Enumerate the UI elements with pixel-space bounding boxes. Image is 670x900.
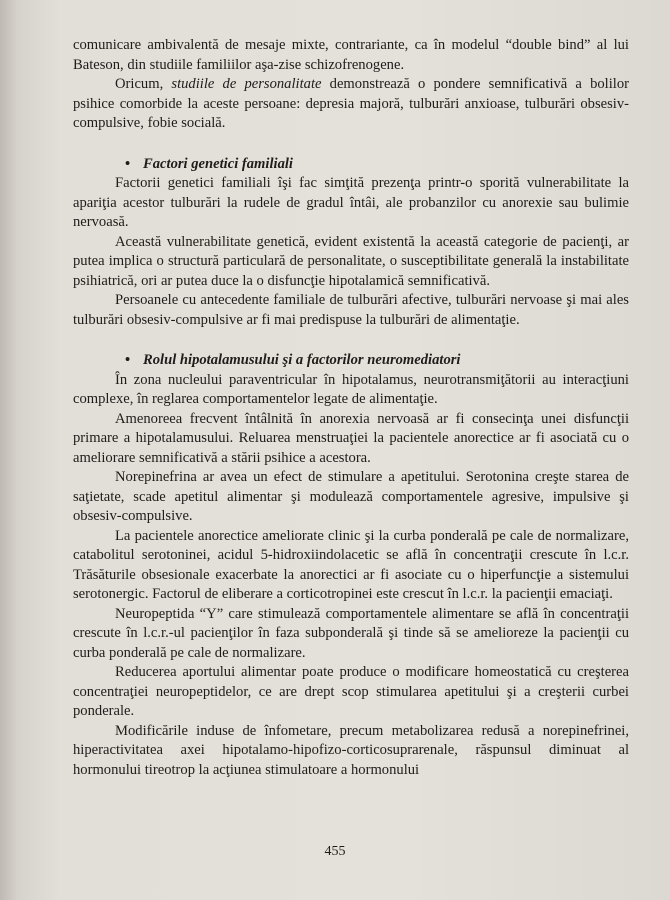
paragraph-hypothalamus-7: Modificările induse de înfometare, precum metabolizarea redusă a norepinefrinei, hiperactivitatea axei hipotalamo-hipofizo-corticosuprarenale, răspunsul diminuat al hormonului tireotrop la acţiunea stimulatoare a hormonului [73,722,629,778]
paragraph-hypothalamus-1: În zona nucleului paraventricular în hipotalamus, neurotransmiţătorii au interacţiuni complexe, în reglarea comportamentelor legate de alimentaţie. [73,371,629,407]
paragraph-personality [73,75,629,134]
paragraph-hypothalamus-3: Norepinefrina ar avea un efect de stimulare a apetitului. Serotonina creşte starea de saţietate, scade apetitul alimentar şi modulează comportamentele agresive, impulsive şi obsesiv-compulsive. [73,469,629,524]
paragraph-genetic-2: Această vulnerabilitate genetică, evident existentă la această categorie de pacienţi, ar putea implica o structură particulară de personalitate, o susceptibilitate generală la instabilitate psihiatrică, ori ar putea duce la o disfuncţie hipotalamică semnificativă. [73,233,629,289]
paragraph-intro: comunicare ambivalentă de mesaje mixte, contrariante, ca în modelul “double bind” al lui Bateson, din studiile familiilor aşa-zise schizofrenogene. [73,37,629,73]
paragraph-genetic-3: Persoanele cu antecedente familiale de tulburări afective, tulburări nervoase şi mai ales tulburări obsesiv-compulsive ar fi mai predispuse la tulburări de alimentaţie. [73,292,629,328]
page-number: 455 [324,844,346,859]
section-heading-genetic [73,155,629,175]
paragraph-hypothalamus-5: Neuropeptida “Y” care stimulează comportamentele alimentare se află în concentraţii crescute în l.c.r.-ul pacienţilor în faza subponderală şi tinde să se amelioreze la pacienţii cu curba ponderală pe cale de normalizare. [73,605,629,661]
paragraph-hypothalamus-6: Reducerea aportului alimentar poate produce o modificare homeostatică cu creşterea concentraţiei neuropeptidelor, ce are drept scop stimularea apetitului şi a creşterii curbei ponderale. [73,664,629,719]
paragraph-personality-pre: Oricum, [115,76,172,92]
paragraph-personality-emphasis: studiile de personalitate [171,76,322,92]
paragraph-hypothalamus-2: Amenoreea frecvent întâlnită în anorexia nervoasă ar fi consecinţa unei disfuncţii primare a hipotalamusului. Reluarea menstruaţiei la pacientele anorectice ar fi asociată cu o ameliorare semnificativă a stării psihice a acestora. [73,410,629,466]
section-heading-hypothalamus [73,351,629,371]
paragraph-genetic-1: Factorii genetici familiali îşi fac simţită prezenţa printr-o sporită vulnerabilitate la apariţia acestor tulburări la rudele de gradul întâi, ale probanzilor cu anorexie sau bulimie nervoasă. [73,175,629,230]
section-heading-genetic-text: Factori genetici familiali [143,155,293,172]
bullet-icon: • [125,155,131,172]
section-heading-hypothalamus-text: Rolul hipotalamusului şi a factorilor neuromediatori [143,352,461,368]
paragraph-hypothalamus-4: La pacientele anorectice ameliorate clinic şi la curba ponderală pe cale de normalizare, catabolitul serotoninei, acidul 5-hidroxiindolacetic se află în concentraţii crescute în l.c.r. Trăsăturile obsesionale exacerbate la anorectici ar fi asociate cu o hiperfuncţie a sistemului serotonergic. Factorul de eliberare a corticotropinei este crescut în l.c.r. la pacienţii emaciaţi. [73,527,629,602]
paragraph-personality-post: demonstrează o pondere semnificativă a bolilor psihice comorbide la aceste persoane: depresia majoră, tulburări anxioase, tulburări obsesiv-compulsive, fobie socială. [73,76,629,131]
bullet-icon: • [125,352,131,368]
page-body [73,36,629,780]
